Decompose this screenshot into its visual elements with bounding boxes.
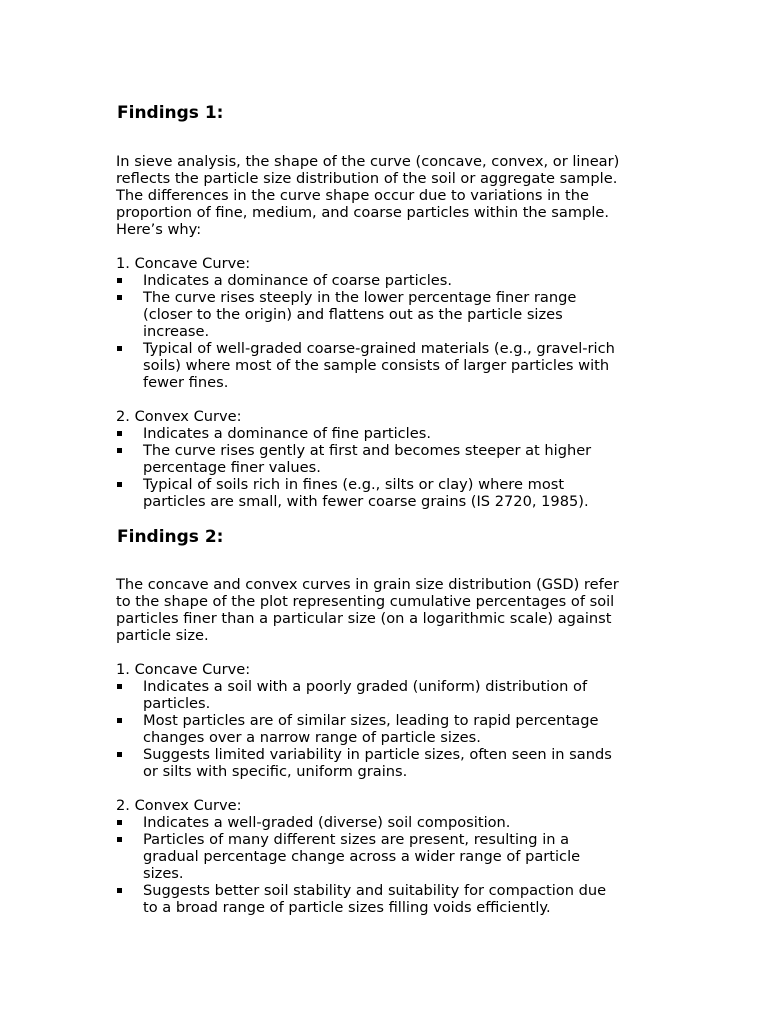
list-item — [116, 425, 676, 442]
list-item-text: Indicates a dominance of fine particles. — [143, 425, 431, 442]
list-item-text: soils) where most of the sample consists of larger particles with — [143, 357, 610, 374]
square-bullet-icon — [117, 837, 122, 842]
intro-line: particle size. — [116, 627, 209, 644]
spacer — [116, 391, 676, 408]
findings-2-concave-title: 1. Concave Curve: — [116, 661, 251, 678]
square-bullet-icon — [117, 718, 122, 723]
list-item — [116, 678, 676, 712]
list-item — [116, 289, 676, 340]
list-item-text: Typical of soils rich in fines (e.g., silts or clay) where most — [143, 476, 565, 493]
findings-1-concave-list — [116, 272, 676, 391]
findings-2-convex-title: 2. Convex Curve: — [116, 797, 242, 814]
list-item-text: gradual percentage change across a wider range of particle — [143, 848, 581, 865]
list-item — [116, 442, 676, 476]
findings-2-concave-list — [116, 678, 676, 780]
findings-1-heading: Findings 1: — [117, 103, 224, 123]
list-item-text: to a broad range of particle sizes filling voids efficiently. — [143, 899, 551, 916]
list-item-text: The curve rises steeply in the lower percentage finer range — [143, 289, 577, 306]
intro-line: The concave and convex curves in grain size distribution (GSD) refer — [116, 576, 619, 593]
findings-2-heading: Findings 2: — [117, 527, 224, 547]
list-item — [116, 272, 676, 289]
spacer — [116, 238, 676, 255]
intro-line: The differences in the curve shape occur due to variations in the — [116, 187, 589, 204]
findings-1-concave-title: 1. Concave Curve: — [116, 255, 251, 272]
list-item-text: fewer fines. — [143, 374, 229, 391]
square-bullet-icon — [117, 482, 122, 487]
findings-1-body — [116, 153, 676, 510]
square-bullet-icon — [117, 820, 122, 825]
square-bullet-icon — [117, 752, 122, 757]
intro-line: proportion of fine, medium, and coarse particles within the sample. — [116, 204, 610, 221]
square-bullet-icon — [117, 888, 122, 893]
list-item-text: Particles of many different sizes are present, resulting in a — [143, 831, 570, 848]
list-item-text: Most particles are of similar sizes, leading to rapid percentage — [143, 712, 599, 729]
list-item-text: Indicates a soil with a poorly graded (uniform) distribution of — [143, 678, 588, 695]
findings-1-intro — [116, 153, 676, 238]
list-item-text: Indicates a dominance of coarse particles. — [143, 272, 453, 289]
intro-line: In sieve analysis, the shape of the curve (concave, convex, or linear) — [116, 153, 620, 170]
findings-2-convex-list — [116, 814, 676, 916]
list-item — [116, 882, 676, 916]
findings-1-convex-title: 2. Convex Curve: — [116, 408, 242, 425]
list-item — [116, 831, 676, 882]
list-item-text: particles. — [143, 695, 211, 712]
list-item — [116, 712, 676, 746]
list-item-text: changes over a narrow range of particle sizes. — [143, 729, 481, 746]
list-item-text: or silts with specific, uniform grains. — [143, 763, 408, 780]
list-item-text: particles are small, with fewer coarse grains (IS 2720, 1985). — [143, 493, 589, 510]
list-item — [116, 476, 676, 510]
list-item-text: Suggests better soil stability and suitability for compaction due — [143, 882, 607, 899]
list-item — [116, 814, 676, 831]
list-item-text: (closer to the origin) and flattens out as the particle sizes — [143, 306, 563, 323]
square-bullet-icon — [117, 448, 122, 453]
spacer — [116, 780, 676, 797]
list-item-text: percentage finer values. — [143, 459, 321, 476]
findings-2-body — [116, 576, 676, 916]
findings-1-convex-list — [116, 425, 676, 510]
list-item-text: Typical of well-graded coarse-grained materials (e.g., gravel-rich — [143, 340, 615, 357]
findings-2-intro — [116, 576, 676, 644]
list-item-text: Indicates a well-graded (diverse) soil composition. — [143, 814, 511, 831]
list-item-text: sizes. — [143, 865, 184, 882]
square-bullet-icon — [117, 431, 122, 436]
intro-line: to the shape of the plot representing cumulative percentages of soil — [116, 593, 615, 610]
intro-line: reflects the particle size distribution of the soil or aggregate sample. — [116, 170, 618, 187]
square-bullet-icon — [117, 278, 122, 283]
list-item-text: The curve rises gently at first and becomes steeper at higher — [143, 442, 592, 459]
square-bullet-icon — [117, 295, 122, 300]
list-item-text: increase. — [143, 323, 210, 340]
list-item — [116, 746, 676, 780]
list-item — [116, 340, 676, 391]
intro-line: particles finer than a particular size (on a logarithmic scale) against — [116, 610, 612, 627]
square-bullet-icon — [117, 346, 122, 351]
square-bullet-icon — [117, 684, 122, 689]
intro-line: Here’s why: — [116, 221, 202, 238]
spacer — [116, 644, 676, 661]
list-item-text: Suggests limited variability in particle sizes, often seen in sands — [143, 746, 612, 763]
